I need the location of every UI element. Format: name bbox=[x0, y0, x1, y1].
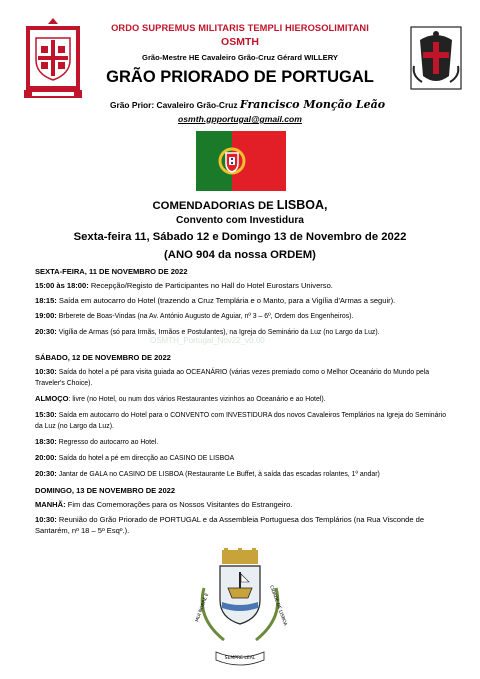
schedule-item: 20:30: Jantar de GALA no CASINO DE LISBOA (Restaurante Le Buffet, à saída das escadas rolantes, 1º andar) bbox=[35, 469, 380, 478]
event-subtitle: Convento com Investidura bbox=[176, 215, 304, 226]
schedule-item: MANHÃ: Fim das Comemorações para os Nossos Visitantes do Estrangeiro. bbox=[35, 500, 293, 509]
day-heading: DOMINGO, 13 DE NOVEMBRO DE 2022 bbox=[35, 486, 176, 495]
coat-motto-bottom: SEMPRE LEAL bbox=[224, 656, 256, 661]
grand-prior-signature: Francisco Monção Leão bbox=[239, 98, 386, 111]
osmth-crest-right-logo bbox=[410, 26, 462, 90]
email-link[interactable]: osmth.gpportugal@gmail.com bbox=[178, 114, 302, 124]
schedule-item: 15:30: Saída em autocarro do Hotel para o CONVENTO com INVESTIDURA dos novos Cavaleiros Templários na Igreja do Seminário da Luz (no Largo da Luz). bbox=[35, 410, 447, 430]
day-sunday bbox=[35, 485, 455, 540]
schedule-item: 18:15: Saída em autocarro do Hotel (trazendo a Cruz Templária e o Manto, para a Vigília d'Armas a seguir). bbox=[35, 296, 396, 305]
order-year: (ANO 904 da nossa ORDEM) bbox=[164, 249, 316, 261]
portugal-flag-image bbox=[196, 131, 286, 191]
lisbon-coat-of-arms-image bbox=[190, 548, 290, 672]
day-heading: SÁBADO, 12 DE NOVEMBRO DE 2022 bbox=[35, 353, 171, 362]
schedule-item: 20:00: Saída do hotel a pé em direcção ao CASINO DE LISBOA bbox=[35, 453, 235, 462]
schedule-item: 20:30: Vigília de Armas (só para Irmãs, Irmãos e Postulantes), na Igreja do Seminário da Luz (no Largo da Luz). bbox=[35, 327, 380, 336]
event-dates: Sexta-feira 11, Sábado 12 e Domingo 13 de Novembro de 2022 bbox=[73, 231, 407, 243]
grand-master: Grão-Mestre HE Cavaleiro Grão-Cruz Gérard WILLERY bbox=[142, 53, 338, 62]
grand-prior-label: Grão Prior: Cavaleiro Grão-Cruz bbox=[110, 100, 238, 110]
coat-motto-left: MUI NOBRE E bbox=[195, 592, 211, 623]
day-friday bbox=[35, 266, 455, 342]
schedule-item: 19:00: Brberete de Boas-Vindas (na Av. António Augusto de Aguiar, nº 3 – 6º, Ordem dos Engenheiros). bbox=[35, 311, 354, 320]
schedule-item: 18:30: Regresso do autocarro ao Hotel. bbox=[35, 437, 159, 446]
osmth-crest-left-logo bbox=[22, 16, 84, 102]
order-acronym: OSMTH bbox=[221, 36, 259, 48]
order-name: ORDO SUPREMUS MILITARIS TEMPLI HIEROSOLIMITANI bbox=[111, 23, 369, 33]
event-title: COMENDADORIAS DE LISBOA, bbox=[152, 198, 328, 212]
document-watermark: OSMTH_Portugal_Nov22_v0.00 bbox=[150, 336, 265, 345]
schedule-item: 10:30: Saída do hotel a pé para visita guiada ao OCEANÁRIO (várias vezes premiado como o Melhor Oceanário do Mundo pela Traveler's Choice). bbox=[35, 367, 430, 387]
schedule-item: 15:00 às 18:00: Recepção/Registo de Participantes no Hall do Hotel Eurostars Universo. bbox=[35, 281, 333, 290]
day-heading: SEXTA-FEIRA, 11 DE NOVEMBRO DE 2022 bbox=[35, 267, 188, 276]
priory-title: GRÃO PRIORADO DE PORTUGAL bbox=[106, 68, 374, 86]
coat-motto-right: CIDADE DE LISBOA bbox=[268, 584, 288, 627]
grand-prior-line bbox=[110, 98, 385, 111]
day-saturday bbox=[35, 352, 455, 484]
schedule-item: ALMOÇO: livre (no Hotel, ou num dos vários Restaurantes vizinhos ao Oceanário e ao Hotel). bbox=[35, 394, 326, 403]
schedule-item: 10:30: Reunião do Grão Priorado de PORTUGAL e da Assembleia Portuguesa dos Templários (na Rua Visconde de Santarém, nº 18 – 5º Esqº.). bbox=[35, 515, 425, 535]
